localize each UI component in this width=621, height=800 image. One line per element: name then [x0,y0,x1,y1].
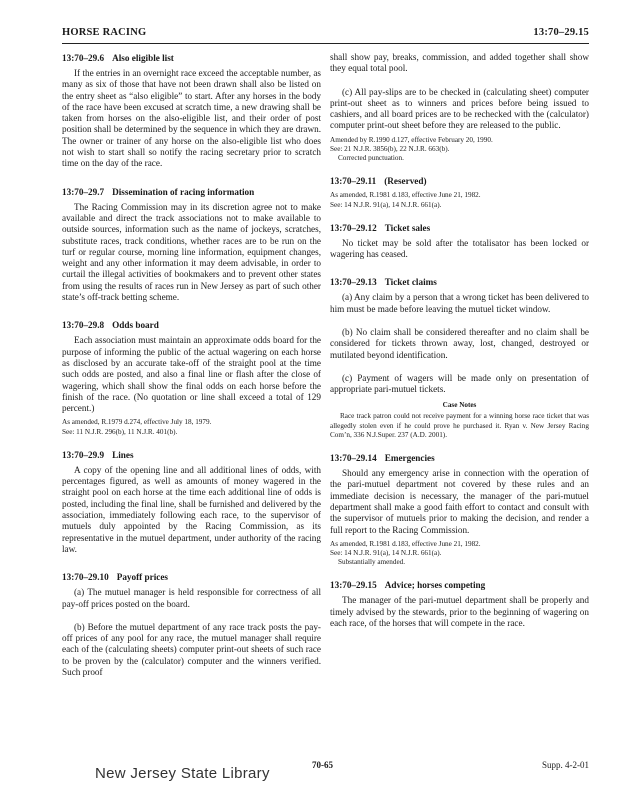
page-number: 70-65 [312,760,333,770]
library-watermark: New Jersey State Library [95,765,270,782]
paragraph-c: (c) All pay-slips are to be checked in (calculating sheet) computer print-out sheet as to winners and prices before being issued to cashiers, and all board prices are to be rechecked with the (calculator) computer print-out sheet before they are released to the public. [330,86,589,131]
section-title: 13:70–29.11 (Reserved) [330,176,427,187]
section-title: 13:70–29.9 Lines [62,449,134,460]
section-paragraph: (c) Payment of wagers will be made only on presentation of appropriate pari-mutuel tickets. [330,372,589,395]
section-title: 13:70–29.12 Ticket sales [330,222,431,233]
section-paragraph: A copy of the opening line and all additional lines of odds, with percentages figured, as well as amounts of money wagered in the straight pool on each horse at the time each additional line of odds is posted, including the final line, shall be furnished and delivered by the association, immediately following each race, to the supervisor of mutuels duly appointed by the Racing Commission, as its representative in the mutuel department, under authority of the racing law. [62,464,321,554]
section-title: 13:70–29.8 Odds board [62,320,159,331]
section-paragraph: (a) Any claim by a person that a wrong ticket has been delivered to him must be made before leaving the mutuel ticket window. [330,292,589,314]
section-paragraph: Each association must maintain an approximate odds board for the purpose of informing the public of the actual wagering on each horse as disclosed by an accurate take-off of the straight pool at the time such odds are posted, and also a final line or flash after the close of wagering, which shall show the final odds on each horse before the finish of the race. (No quotation or line shall exceed a total of 129 percent.) [62,335,321,414]
case-notes-heading: Case Notes [442,401,477,410]
section-title: 13:70–29.6 Also eligible list [62,53,174,63]
section-paragraph: (b) Before the mutuel department of any race track posts the pay-off prices of any pool for any race, the mutuel manager shall require each of the (calculating sheets) computer print-out sheets of such race to be proven by the (calculator) computer and the winners verified. Such proof [62,621,321,677]
section-paragraph: (a) The mutuel manager is held responsible for correctness of all pay-off prices posted on the board. [62,587,321,609]
continuation-text: shall show pay, breaks, commission, and added together shall show they equal total pool. [330,52,589,74]
section-paragraph: No ticket may be sold after the totalisator has been locked or wagering has ceased. [330,237,589,260]
section-title: 13:70–29.14 Emergencies [330,453,435,464]
header-chapter: HORSE RACING [62,27,147,38]
right-column [330,52,589,633]
case-notes-text: Race track patron could not receive payment for a winning horse race ticket that was allegedly stolen even if he could prove he purchased it. Ryan v. New Jersey Racing Com’n, 336 N.J.Super. 237 (A.D. 2001). [330,412,589,439]
section-title: 13:70–29.13 Ticket claims [330,277,437,288]
section-paragraph: If the entries in an overnight race exceed the acceptable number, as many as six of those that have not been drawn shall also be listed on the entry sheet as “also eligible” to start. After any horses in the body of the race have been excused at scratch time, a new drawing shall be taken from horses on the also-eligible list, and their order of post position shall be determined by the sequence in which they are drawn. The owner or trainer of any horse on the also-eligible list who does not wish to start shall so notify the racing secretary prior to scratch time on the day of the race. [62,68,321,169]
section-title: 13:70–29.15 Advice; horses competing [330,580,486,591]
supplement-date: Supp. 4-2-01 [542,760,589,770]
amendment-note: As amended, R.1981 d.183, effective June 21, 1982. See: 14 N.J.R. 91(a), 14 N.J.R. 661(a). [330,191,481,209]
section-paragraph: Should any emergency arise in connection with the operation of the pari-mutuel department not covered by these rules and an immediate decision is necessary, the manager of the pari-mutuel department shall make a good faith effort to contact and consult with the supervisor of mutuels prior to making the decision, and render a full report to the Racing Commission. [330,468,589,535]
amendment-note: As amended, R.1979 d.274, effective July 18, 1979. See: 11 N.J.R. 296(b), 11 N.J.R. 401(b). [62,418,212,436]
amendment-note: Amended by R.1990 d.127, effective February 20, 1990. See: 21 N.J.R. 3856(b), 22 N.J.R. 663(b). Corrected punctuation. [330,135,493,163]
section-paragraph: The Racing Commission may in its discretion agree not to make available and direct the track associations not to make available to outside sources, information such as the name of jockeys, scratches, substitute races, track conditions, whether races are to be run on the turf or regular course, morning line information, equipment changes, weight and any other information it may deem advisable, in order to curtail the illegal activities of bookmakers and to prevent other states from using the results of races run in New Jersey as part of such other state’s off-track betting scheme. [62,201,321,303]
running-header [62,27,589,44]
section-title: 13:70–29.10 Payoff prices [62,572,168,583]
amendment-note: As amended, R.1981 d.183, effective June 21, 1982. See: 14 N.J.R. 91(a), 14 N.J.R. 661(a). Substantially amended. [330,539,481,567]
section-title: 13:70–29.7 Dissemination of racing information [62,186,255,197]
section-paragraph: (b) No claim shall be considered thereafter and no claim shall be considered for tickets thrown away, lost, changed, destroyed or mutilated beyond identification. [330,326,589,360]
left-column [62,52,321,682]
section-paragraph: The manager of the pari-mutuel department shall be properly and timely advised by the stewards, prior to the beginning of wagering on each race, of the horses that will compete in the race. [330,595,589,629]
header-section-range: 13:70–29.15 [533,27,589,38]
